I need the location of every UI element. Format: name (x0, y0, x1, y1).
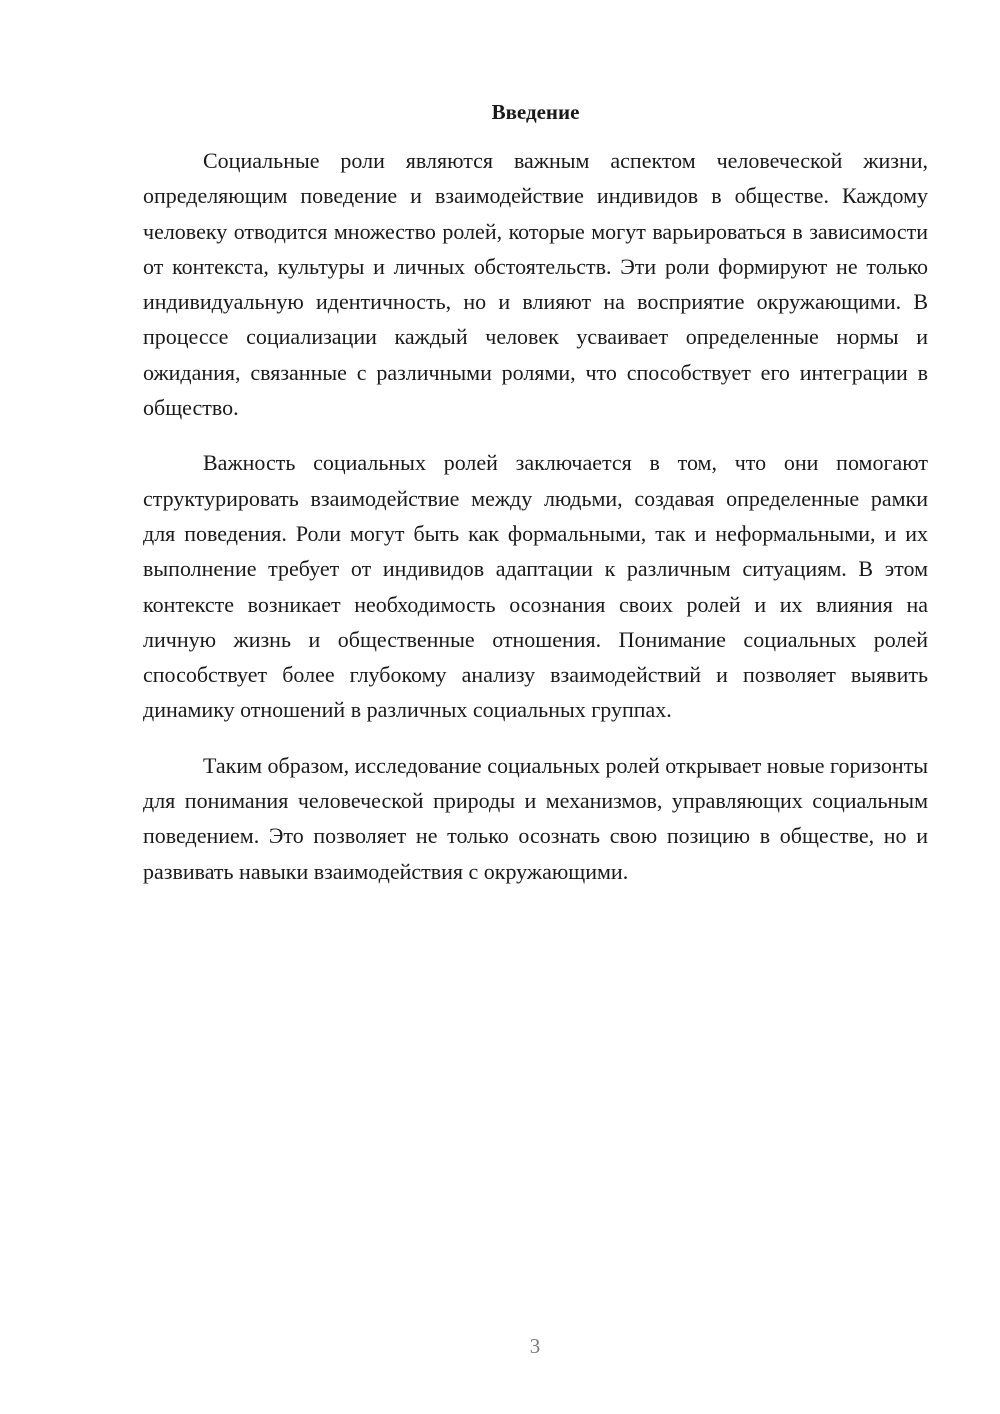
paragraph-2: Важность социальных ролей заключается в том, что они помогают структурировать взаимодействие между людьми, создавая определенные рамки для поведения. Роли могут быть как формальными, так и неформальными, и их выполнение требует от индивидов адаптации к различным ситуациям. В этом контексте возникает необходимость осознания своих ролей и их влияния на личную жизнь и общественные отношения. Понимание социальных ролей способствует более глубокому анализу взаимодействий и позволяет выявить динамику отношений в различных социальных группах. (143, 450, 928, 723)
page-number: 3 (529, 1334, 541, 1358)
paragraph-3: Таким образом, исследование социальных ролей открывает новые горизонты для понимания человеческой природы и механизмов, управляющих социальным поведением. Это позволяет не только осознать свою позицию в обществе, но и развивать навыки взаимодействия с окружающими. (143, 752, 928, 884)
body-text (143, 143, 928, 909)
paragraph-1: Социальные роли являются важным аспектом человеческой жизни, определяющим поведение и взаимодействие индивидов в обществе. Каждому человеку отводится множество ролей, которые могут варьироваться в зависимости от контекста, культуры и личных обстоятельств. Эти роли формируют не только индивидуальную идентичность, но и влияют на восприятие окружающими. В процессе социализации каждый человек усваивает определенные нормы и ожидания, связанные с различными ролями, что способствует его интеграции в общество. (143, 148, 928, 421)
section-heading: Введение (491, 100, 580, 124)
